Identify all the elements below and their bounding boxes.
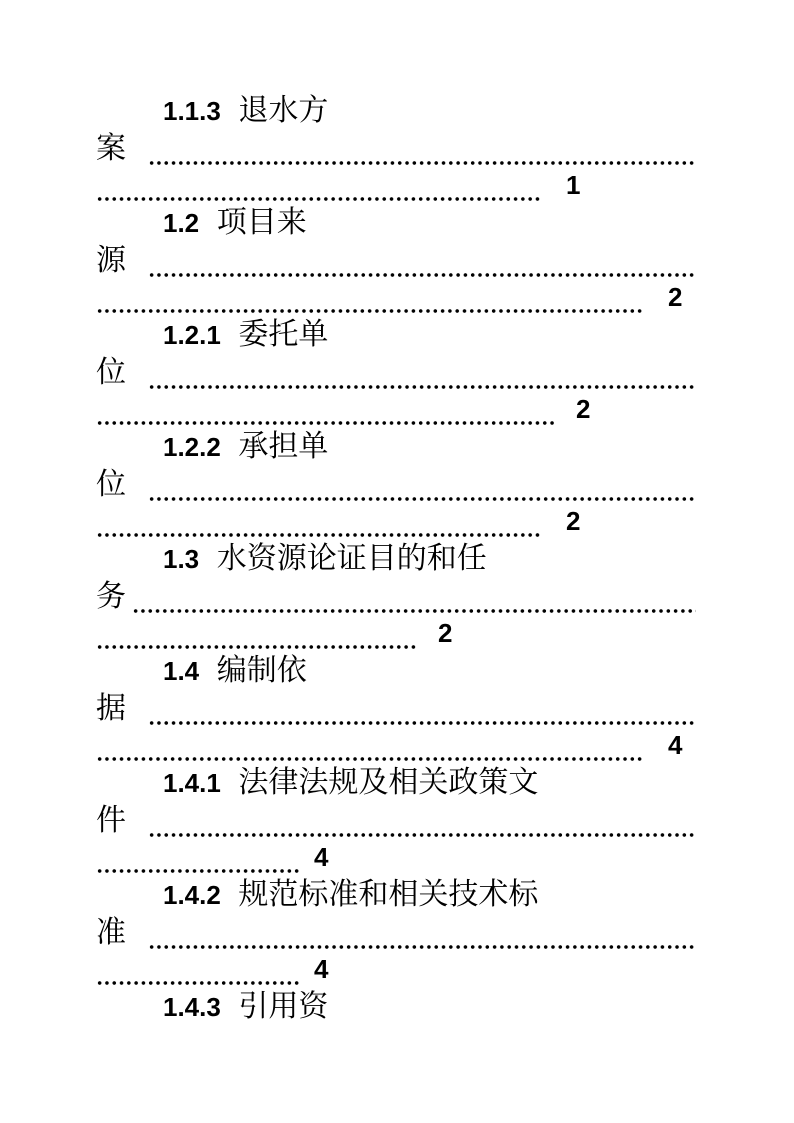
toc-entry[interactable] <box>0 988 794 1028</box>
toc-entry-title-continuation <box>96 242 706 280</box>
section-title: 水资源论证目的和任 <box>216 541 487 576</box>
dot-leader <box>96 196 542 202</box>
toc-entry[interactable] <box>0 876 794 988</box>
dot-leader <box>96 868 300 874</box>
section-number: 1.4.2 <box>163 880 221 910</box>
section-title-tail: 件 <box>96 803 126 838</box>
section-title-tail: 位 <box>96 355 126 390</box>
section-title-tail: 准 <box>96 915 126 950</box>
toc-entry[interactable] <box>0 540 794 652</box>
section-title: 退水方 <box>238 93 329 128</box>
toc-entry[interactable] <box>0 428 794 540</box>
toc-entry-heading <box>163 988 328 1026</box>
page-number: 4 <box>668 730 683 760</box>
section-title: 项目来 <box>216 205 307 240</box>
section-number: 1.4.3 <box>163 992 221 1022</box>
toc-entry-heading <box>163 540 487 578</box>
toc-entry-heading <box>163 92 328 130</box>
section-title: 规范标准和相关技术标 <box>238 877 539 912</box>
section-number: 1.2 <box>163 208 200 238</box>
page-number: 2 <box>438 618 453 648</box>
dot-leader <box>96 532 542 538</box>
dot-leader <box>96 308 644 314</box>
section-title-tail: 案 <box>96 131 126 166</box>
toc-entry-heading <box>163 876 538 914</box>
dot-leader <box>132 608 696 614</box>
dot-leader <box>148 720 696 726</box>
toc-entry-heading <box>163 652 307 690</box>
section-number: 1.2.1 <box>163 320 221 350</box>
section-title-tail: 据 <box>96 691 126 726</box>
dot-leader <box>96 980 300 986</box>
section-number: 1.4 <box>163 656 200 686</box>
toc-entry-title-continuation <box>96 354 706 392</box>
page-number: 1 <box>566 170 581 200</box>
section-number: 1.1.3 <box>163 96 221 126</box>
toc-entry[interactable] <box>0 204 794 316</box>
toc-entry-heading <box>163 764 538 802</box>
page-number: 4 <box>314 842 329 872</box>
toc-entry-heading <box>163 316 328 354</box>
toc-entry-title-continuation <box>96 578 706 616</box>
dot-leader <box>96 420 554 426</box>
toc-entry-heading <box>163 428 328 466</box>
toc-entry-heading <box>163 204 307 242</box>
dot-leader <box>148 384 696 390</box>
section-title: 承担单 <box>238 429 329 464</box>
section-title: 委托单 <box>238 317 329 352</box>
section-number: 1.4.1 <box>163 768 221 798</box>
dot-leader <box>148 944 696 950</box>
toc-entry-title-continuation <box>96 914 706 952</box>
toc-entry-title-continuation <box>96 690 706 728</box>
toc-entry[interactable] <box>0 764 794 876</box>
section-number: 1.3 <box>163 544 200 574</box>
page-number: 2 <box>566 506 581 536</box>
toc-entry[interactable] <box>0 316 794 428</box>
toc-entry-title-continuation <box>96 802 706 840</box>
dot-leader <box>148 832 696 838</box>
section-title-tail: 位 <box>96 467 126 502</box>
dot-leader <box>148 272 696 278</box>
toc-entry[interactable] <box>0 92 794 204</box>
page-number: 2 <box>576 394 591 424</box>
page-number: 2 <box>668 282 683 312</box>
dot-leader <box>96 756 644 762</box>
section-number: 1.2.2 <box>163 432 221 462</box>
section-title: 编制依 <box>216 653 307 688</box>
dot-leader <box>148 496 696 502</box>
section-title: 法律法规及相关政策文 <box>238 765 539 800</box>
section-title-tail: 源 <box>96 243 126 278</box>
section-title: 引用资 <box>238 989 329 1024</box>
toc-entry-title-continuation <box>96 466 706 504</box>
toc-entry-title-continuation <box>96 130 706 168</box>
dot-leader <box>96 644 416 650</box>
toc-entry[interactable] <box>0 652 794 764</box>
page-number: 4 <box>314 954 329 984</box>
section-title-tail: 务 <box>96 579 126 614</box>
dot-leader <box>148 160 696 166</box>
